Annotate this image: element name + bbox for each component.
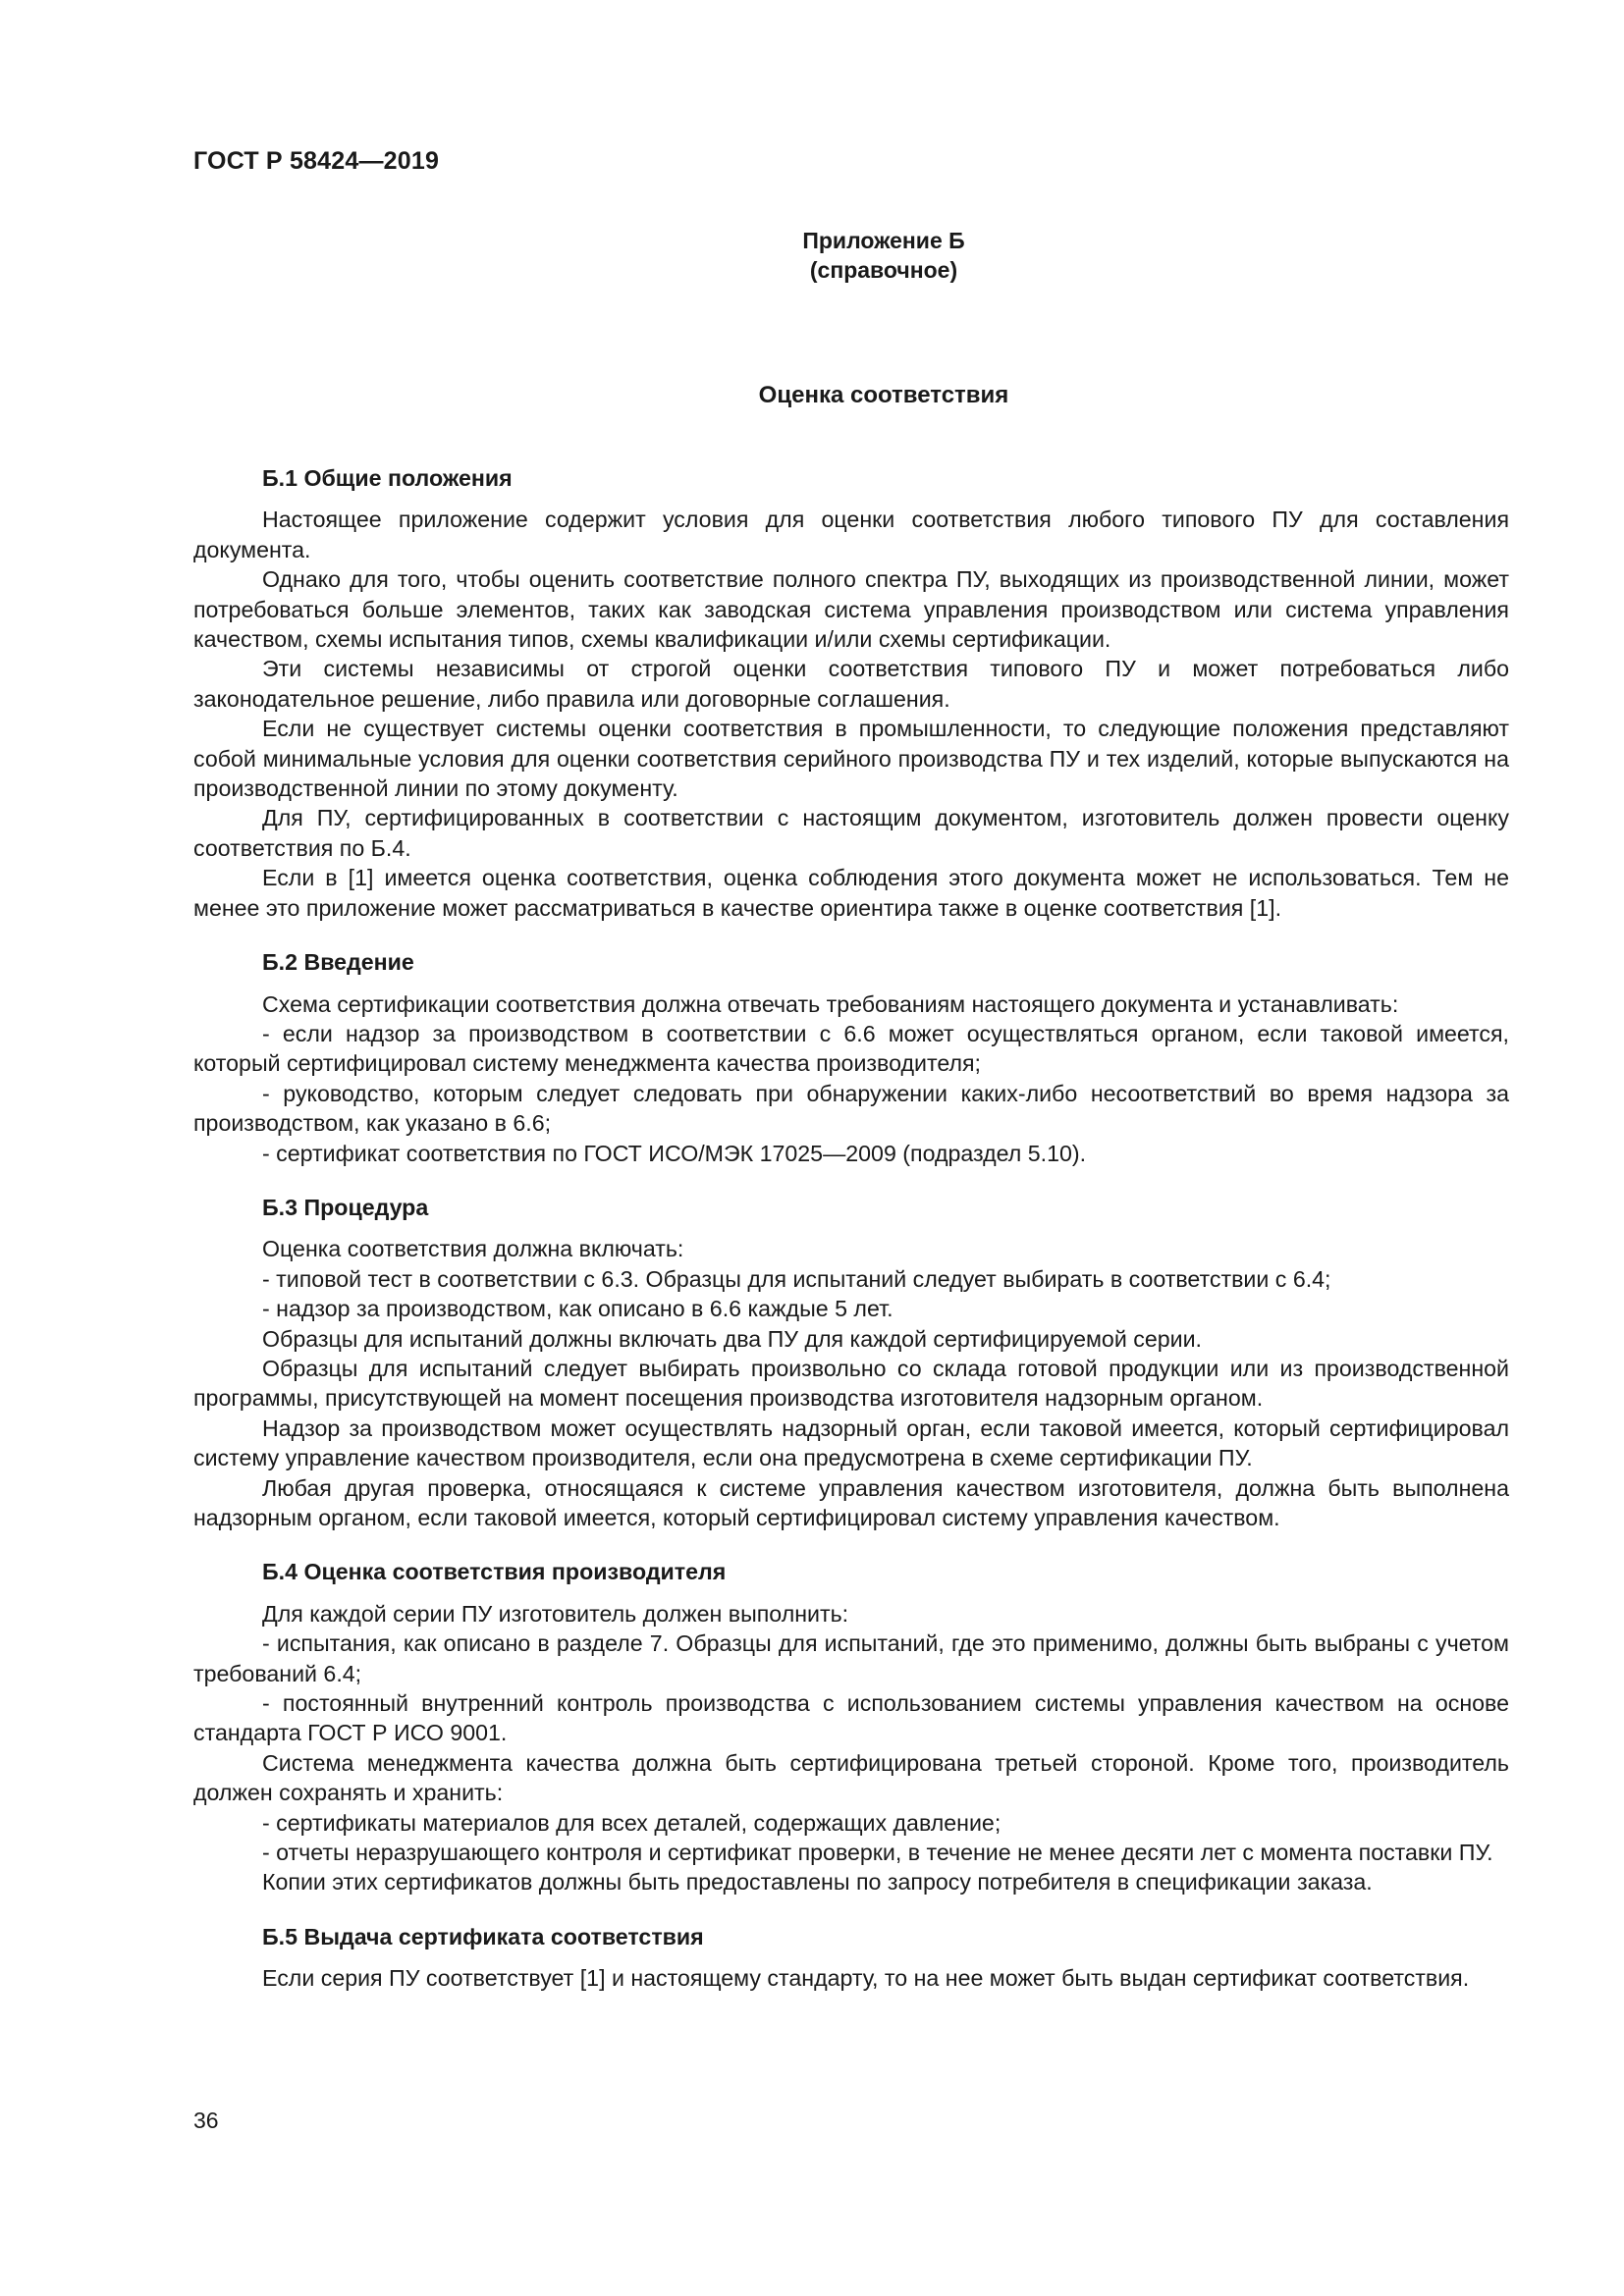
paragraph: Настоящее приложение содержит условия для оценки соответствия любого типового ПУ для составления документа. bbox=[193, 507, 1509, 562]
paragraph: Эти системы независимы от строгой оценки соответствия типового ПУ и может потребоваться либо законодательное решение, либо правила или договорные соглашения. bbox=[193, 656, 1509, 712]
paragraph: Любая другая проверка, относящаяся к системе управления качеством изготовителя, должна быть выполнена надзорным органом, если таковой имеется, который сертифицировал систему управления качеством. bbox=[193, 1474, 1509, 1530]
section-heading-b2: Б.2 Введение bbox=[262, 949, 414, 976]
paragraph: Копии этих сертификатов должны быть предоставлены по запросу потребителя в спецификации заказа. bbox=[262, 1869, 1373, 1896]
page-number: 36 bbox=[193, 2108, 219, 2133]
section-heading-b5: Б.5 Выдача сертификата соответствия bbox=[262, 1923, 704, 1949]
paragraph: Образцы для испытаний должны включать два ПУ для каждой сертифицируемой серии. bbox=[262, 1325, 1202, 1352]
paragraph: Однако для того, чтобы оценить соответствие полного спектра ПУ, выходящих из производственной линии, может потребоваться больше элементов, таких как заводская система управления производством или система управления качеством, схемы испытания типов, схемы квалификации и/или схемы сертификации. bbox=[193, 566, 1509, 653]
paragraph: Образцы для испытаний следует выбирать произвольно со склада готовой продукции или из производственной программы, присутствующей на момент посещения производства изготовителя надзорным органом. bbox=[193, 1355, 1509, 1412]
section-heading-b3: Б.3 Процедура bbox=[262, 1194, 429, 1220]
paragraph: Надзор за производством может осуществлять надзорный орган, если таковой имеется, который сертифицировал систему управление качеством производителя, если она предусмотрена в схеме сертификации ПУ. bbox=[193, 1415, 1509, 1471]
appendix-title: Приложение Б bbox=[802, 228, 965, 253]
list-item: - постоянный внутренний контроль производства с использованием системы управления качеством на основе стандарта ГОСТ Р ИСО 9001. bbox=[193, 1690, 1509, 1746]
list-item: - сертификат соответствия по ГОСТ ИСО/МЭК 17025—2009 (подраздел 5.10). bbox=[262, 1140, 1087, 1166]
paragraph: Оценка соответствия должна включать: bbox=[262, 1236, 684, 1262]
main-title: Оценка соответствия bbox=[758, 382, 1009, 408]
list-item: - сертификаты материалов для всех деталей, содержащих давление; bbox=[262, 1809, 1001, 1836]
list-item: - испытания, как описано в разделе 7. Образцы для испытаний, где это применимо, должны быть выбраны с учетом требований 6.4; bbox=[193, 1630, 1509, 1686]
list-item: - надзор за производством, как описано в 6.6 каждые 5 лет. bbox=[262, 1296, 893, 1322]
paragraph: Схема сертификации соответствия должна отвечать требованиям настоящего документа и устанавливать: bbox=[262, 990, 1399, 1017]
document-body bbox=[193, 463, 1509, 1994]
appendix-type: (справочное) bbox=[809, 257, 958, 283]
section-heading-b4: Б.4 Оценка соответствия производителя bbox=[262, 1559, 727, 1585]
list-item: - руководство, которым следует следовать при обнаружении каких-либо несоответствий во время надзора за производством, как указано в 6.6; bbox=[193, 1080, 1509, 1137]
appendix-block bbox=[589, 226, 1178, 285]
paragraph: Если серия ПУ соответствует [1] и настоящему стандарту, то на нее может быть выдан сертификат соответствия. bbox=[262, 1965, 1470, 1992]
section-heading-b1: Б.1 Общие положения bbox=[262, 465, 513, 491]
paragraph: Если не существует системы оценки соответствия в промышленности, то следующие положения представляют собой минимальные условия для оценки соответствия серийного производства ПУ и тех изделий, которые выпускаются на производственной линии по этому документу. bbox=[193, 716, 1509, 802]
paragraph: Для каждой серии ПУ изготовитель должен выполнить: bbox=[262, 1600, 849, 1627]
paragraph: Система менеджмента качества должна быть сертифицирована третьей стороной. Кроме того, производитель должен сохранять и хранить: bbox=[193, 1749, 1509, 1806]
paragraph: Для ПУ, сертифицированных в соответствии с настоящим документом, изготовитель должен провести оценку соответствия по Б.4. bbox=[193, 805, 1509, 861]
paragraph: Если в [1] имеется оценка соответствия, оценка соблюдения этого документа может не использоваться. Тем не менее это приложение может рассматриваться в качестве ориентира также в оценке соответствия [1]. bbox=[193, 865, 1509, 921]
standard-id-header: ГОСТ Р 58424—2019 bbox=[193, 147, 440, 175]
list-item: - типовой тест в соответствии с 6.3. Образцы для испытаний следует выбирать в соответствии с 6.4; bbox=[262, 1265, 1331, 1292]
list-item: - отчеты неразрушающего контроля и сертификат проверки, в течение не менее десяти лет с момента поставки ПУ. bbox=[262, 1840, 1493, 1866]
list-item: - если надзор за производством в соответствии с 6.6 может осуществляться органом, если таковой имеется, который сертифицировал систему менеджмента качества производителя; bbox=[193, 1020, 1509, 1077]
